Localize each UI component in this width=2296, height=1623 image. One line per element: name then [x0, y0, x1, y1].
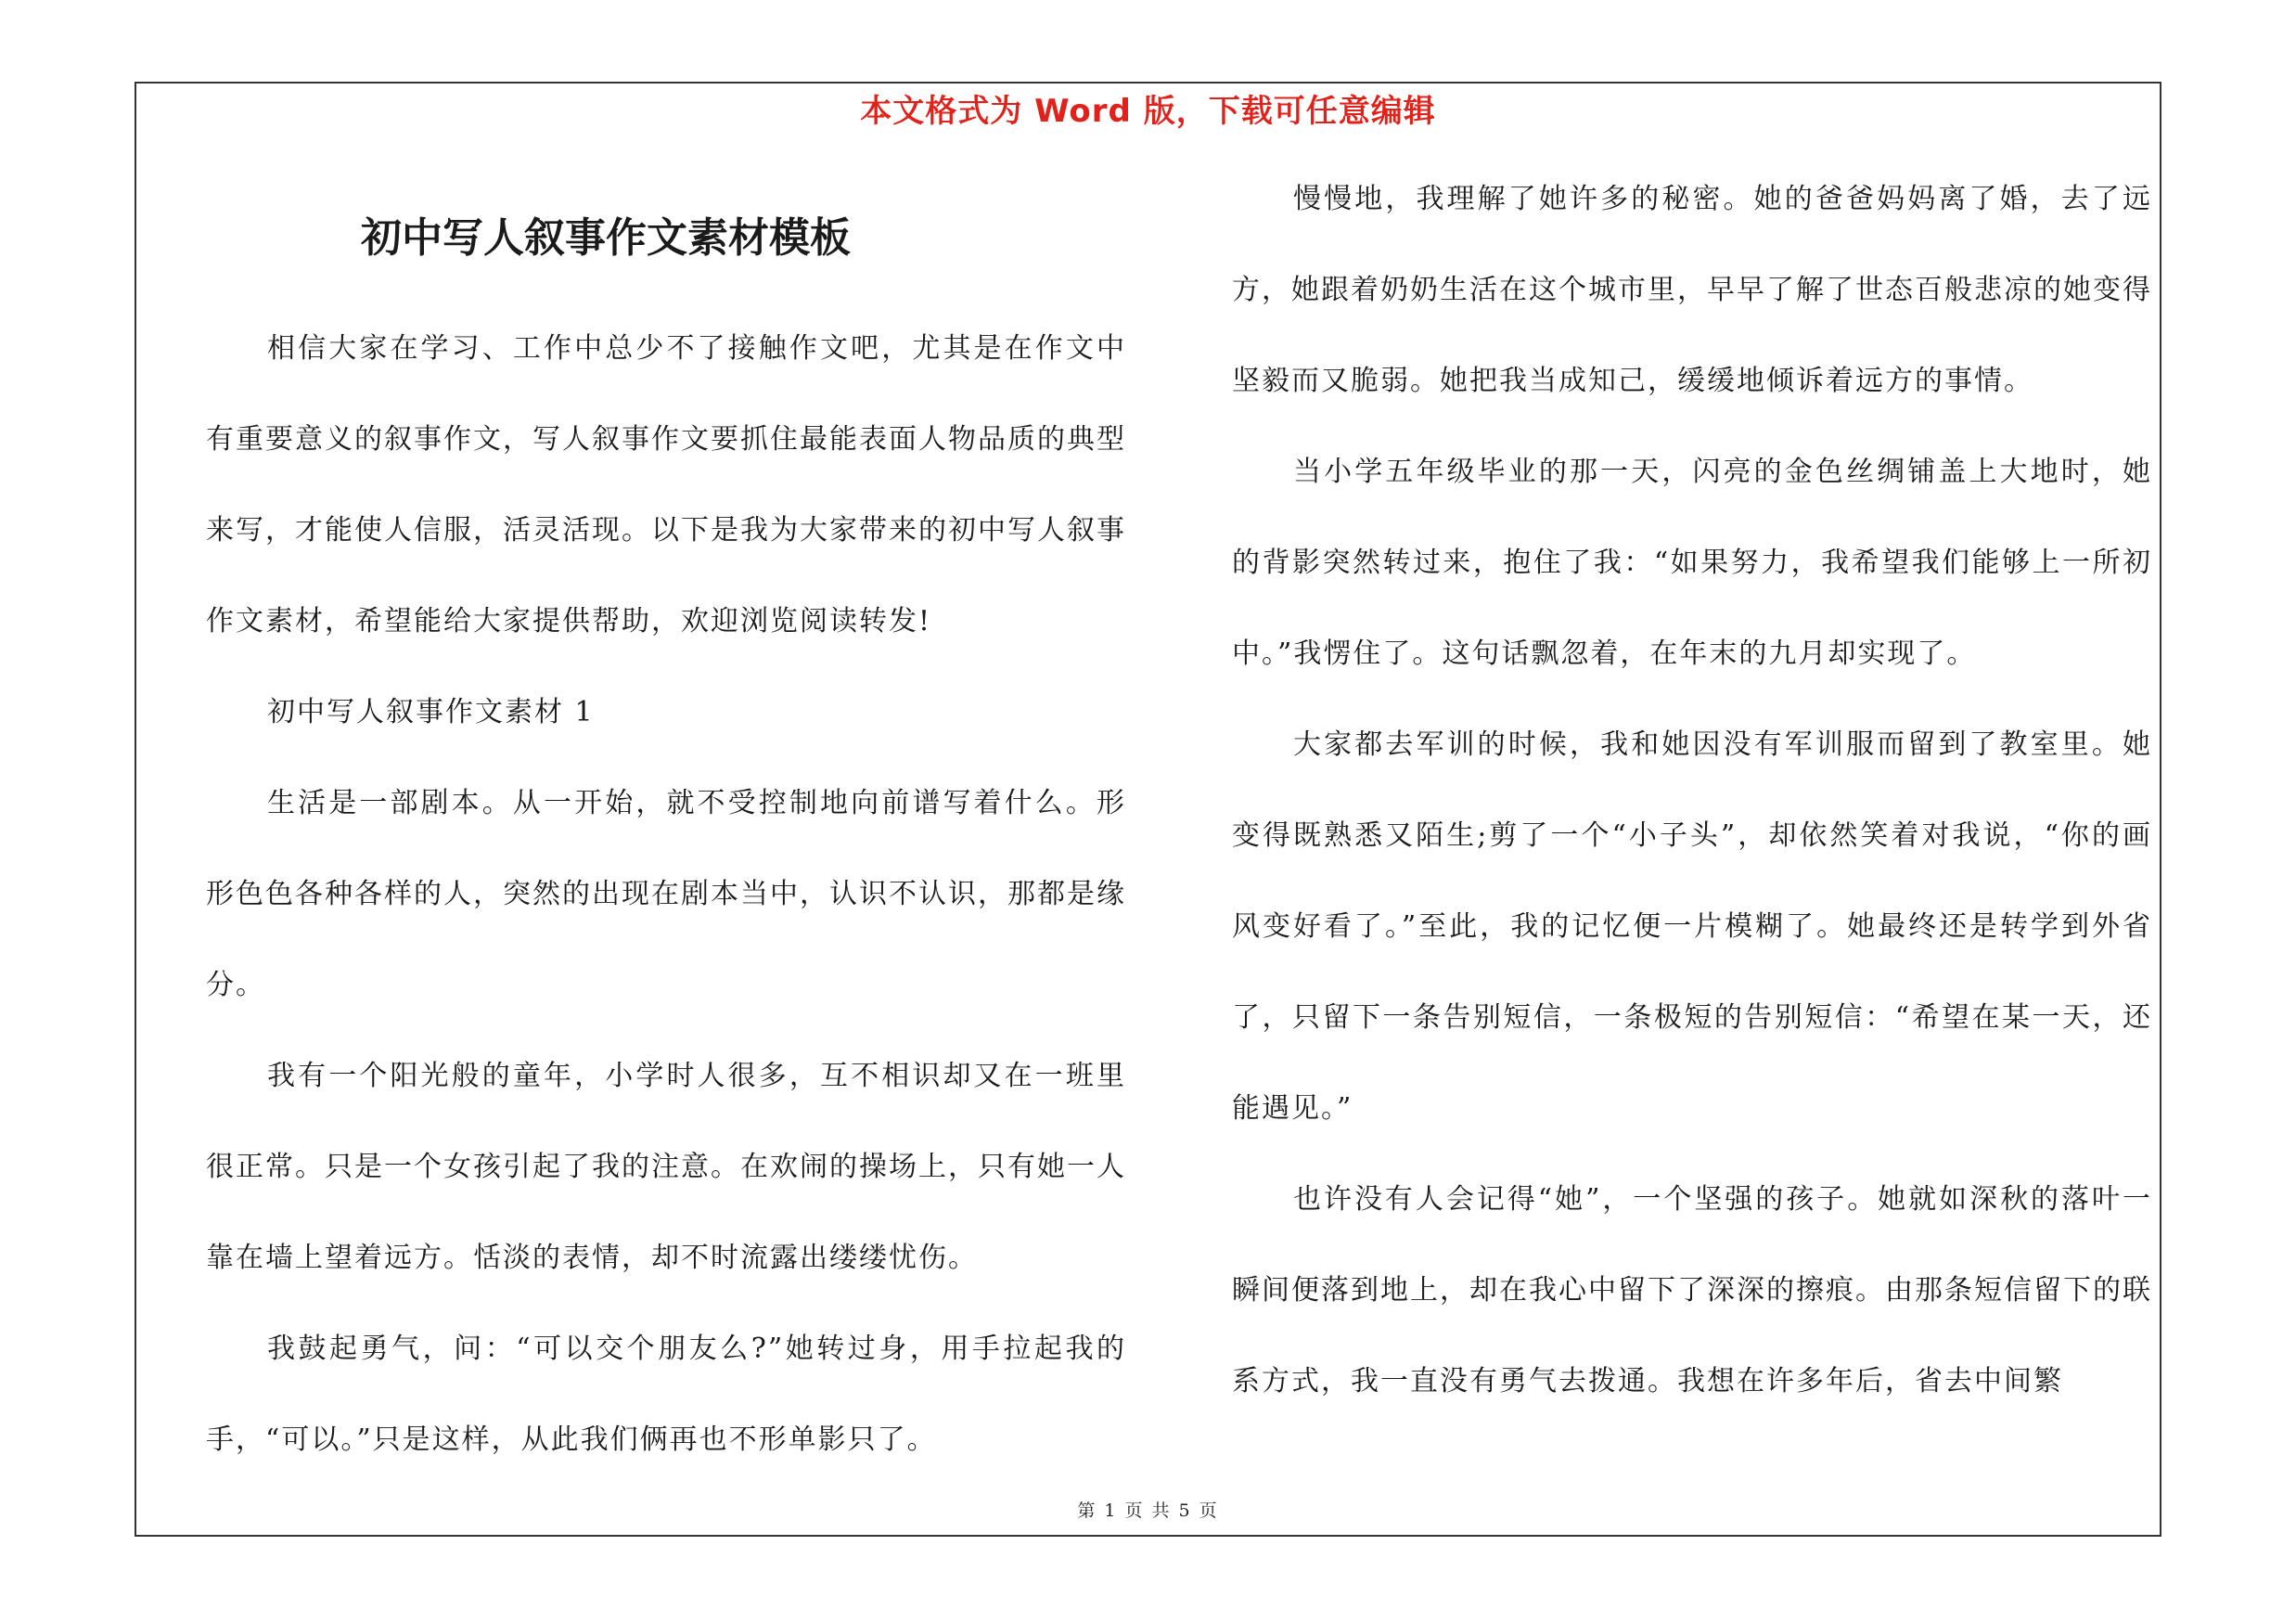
paragraph: 我有一个阳光般的童年，小学时人很多，互不相识却又在一班里很正常。只是一个女孩引起了我的注意。在欢闹的操场上，只有她一人靠在墙上望着远方。恬淡的表情，却不时流露出缕缕忧伤。 [206, 1060, 1126, 1274]
section-heading: 初中写人叙事作文素材 1 [267, 696, 595, 728]
paragraph: 大家都去军训的时候，我和她因没有军训服而留到了教室里。她变得既熟悉又陌生;剪了一个“小子头”，却依然笑着对我说，“你的画风变好看了。”至此，我的记忆便一片模糊了。她最终还是转学到外省了，只留下一条告别短信，一条极短的告别短信：“希望在某一天，还能遇见。” [1232, 728, 2152, 1125]
page-number: 第 1 页 共 5 页 [1077, 1501, 1219, 1521]
paragraph: 慢慢地，我理解了她许多的秘密。她的爸爸妈妈离了婚，去了远方，她跟着奶奶生活在这个城市里，早早了解了世态百般悲凉的她变得坚毅而又脆弱。她把我当成知己，缓缓地倾诉着远方的事情。 [1232, 183, 2152, 397]
paragraph-intro: 相信大家在学习、工作中总少不了接触作文吧，尤其是在作文中有重要意义的叙事作文，写人叙事作文要抓住最能表面人物品质的典型来写，才能使人信服，活灵活现。以下是我为大家带来的初中写人叙事作文素材，希望能给大家提供帮助，欢迎浏览阅读转发! [206, 332, 1126, 638]
document-title: 初中写人叙事作文素材模板 [361, 214, 851, 262]
left-column [206, 181, 1126, 1486]
paragraph: 生活是一部剧本。从一开始，就不受控制地向前谱写着什么。形形色色各种各样的人，突然的出现在剧本当中，认识不认识，那都是缘分。 [206, 787, 1126, 1001]
right-column [1232, 181, 2152, 1427]
word-format-banner: 本文格式为 Word 版，下载可任意编辑 [860, 93, 1436, 130]
paragraph: 我鼓起勇气，问：“可以交个朋友么?”她转过身，用手拉起我的手，“可以。”只是这样，从此我们俩再也不形单影只了。 [206, 1333, 1126, 1456]
paragraph: 也许没有人会记得“她”，一个坚强的孩子。她就如深秋的落叶一瞬间便落到地上，却在我心中留下了深深的擦痕。由那条短信留下的联系方式，我一直没有勇气去拨通。我想在许多年后，省去中间繁 [1232, 1183, 2152, 1398]
paragraph: 当小学五年级毕业的那一天，闪亮的金色丝绸铺盖上大地时，她的背影突然转过来，抱住了我：“如果努力，我希望我们能够上一所初中。”我愣住了。这句话飘忽着，在年末的九月却实现了。 [1232, 456, 2152, 670]
